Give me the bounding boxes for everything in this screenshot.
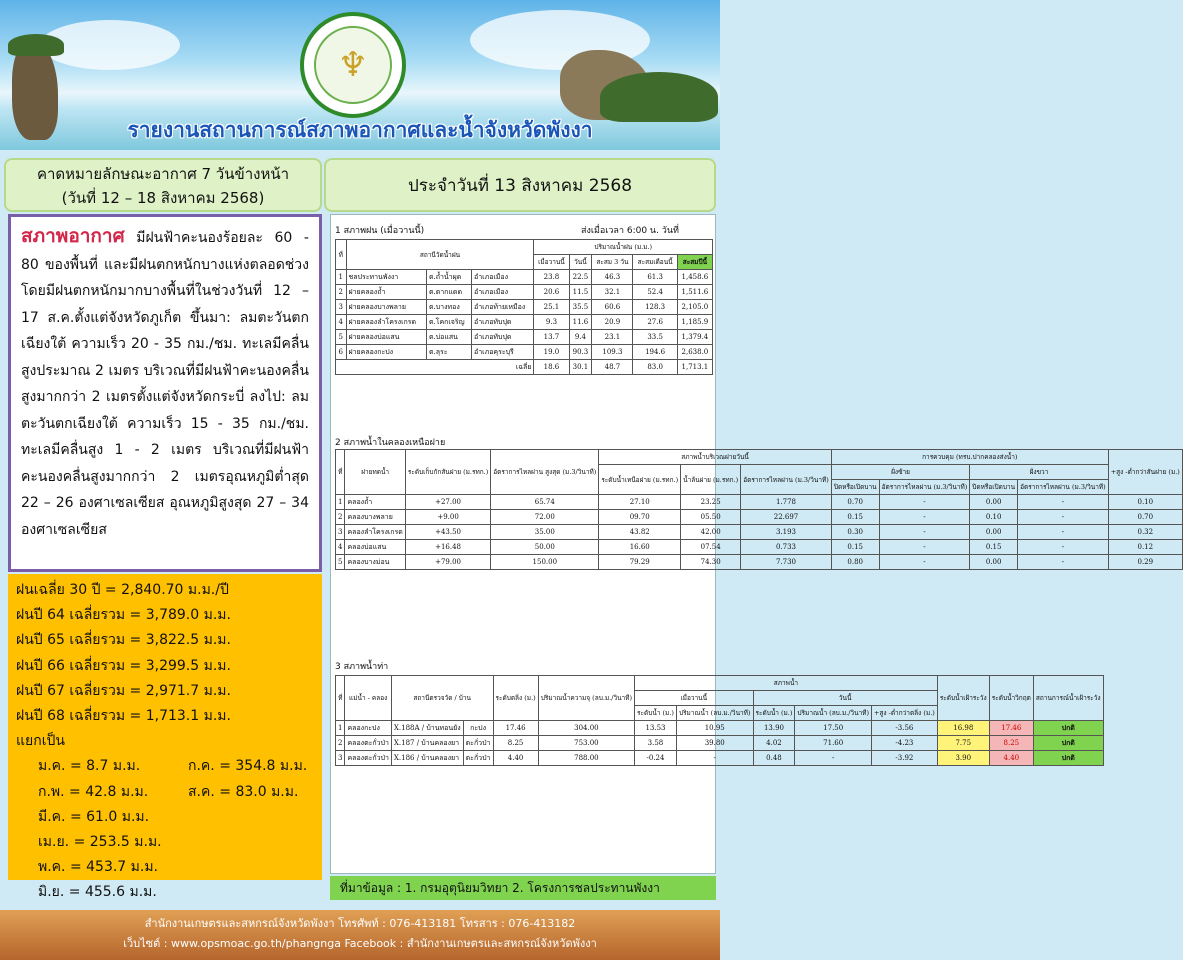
- table-cell: ปกติ: [1033, 736, 1103, 751]
- table-cell: 20.9: [592, 315, 633, 330]
- ministry-logo: [300, 12, 406, 118]
- rain-line: แยกเป็น: [16, 733, 65, 750]
- table-cell: 1: [336, 270, 347, 285]
- table-cell: 50.00: [491, 540, 599, 555]
- col-header: ที่: [336, 240, 347, 270]
- month-rain: ก.พ. = 42.8 ม.ม.: [38, 783, 149, 800]
- col-header: +สูง -ต่ำกว่าสันฝาย (ม.): [1108, 450, 1182, 495]
- canal-section-title: 3 สภาพน้ำท่า: [335, 662, 389, 672]
- table-cell: ต.ตากแดด: [426, 285, 471, 300]
- weir-section-title: 2 สภาพน้ำในคลองเหนือฝาย: [335, 438, 446, 448]
- forecast-box: [4, 158, 322, 212]
- table-cell: -: [879, 510, 970, 525]
- table-row: [336, 285, 713, 300]
- canal-table: [335, 675, 1104, 766]
- table-cell: +79.00: [405, 555, 490, 570]
- table-cell: ปกติ: [1033, 751, 1103, 766]
- table-cell: อำเภอท้ายเหมือง: [472, 300, 534, 315]
- table-row: [336, 540, 1183, 555]
- col-header: แม่น้ำ - คลอง: [345, 676, 391, 721]
- table-cell: 4.40: [493, 751, 538, 766]
- table-cell: -3.92: [871, 751, 937, 766]
- table-cell: 33.5: [633, 330, 677, 345]
- col-header: สถานการณ์น้ำเฝ้าระวัง: [1033, 676, 1103, 721]
- report-time: ส่งเมื่อเวลา 6:00 น. วันที่: [581, 226, 679, 236]
- table-cell: 3.90: [937, 751, 989, 766]
- col-header: อัตราการไหลผ่าน (ม.3/วินาที): [1018, 480, 1109, 495]
- table-cell: 2,638.0: [677, 345, 712, 360]
- table-cell: 11.6: [569, 315, 592, 330]
- rain-line: ฝนปี 66 เฉลี่ยรวม = 3,299.5 ม.ม.: [16, 657, 231, 674]
- table-cell: 13.90: [753, 721, 795, 736]
- col-header: ปริมาณน้ำฝน (ม.ม.): [534, 240, 713, 255]
- table-cell: -: [879, 525, 970, 540]
- table-cell: 23.25: [681, 495, 741, 510]
- month-rain: มี.ค. = 61.0 ม.ม.: [38, 808, 150, 825]
- table-cell: 0.15: [831, 510, 879, 525]
- month-row: [16, 855, 314, 880]
- table-cell: 09.70: [599, 510, 681, 525]
- data-source: ที่มาข้อมูล : 1. กรมอุตุนิยมวิทยา 2. โครงการชลประทานพังงา: [330, 876, 716, 900]
- table-cell: 1: [336, 495, 345, 510]
- table-cell: 3: [336, 751, 345, 766]
- table-cell: 4.02: [753, 736, 795, 751]
- table-cell: -: [879, 540, 970, 555]
- col-header: ปิดหรือเปิดบาน: [970, 480, 1018, 495]
- forecast-period: (วันที่ 12 – 18 สิงหาคม 2568): [61, 189, 265, 207]
- table-cell: 5: [336, 555, 345, 570]
- col-header: สะสมเดือนนี้: [633, 255, 677, 270]
- month-row: [16, 805, 314, 830]
- col-header: ปริมาณน้ำ (ลบ.ม./วินาที): [795, 706, 872, 721]
- table-cell: ต.บ่อแสน: [426, 330, 471, 345]
- table-cell: 6: [336, 345, 347, 360]
- table-cell: 0.48: [753, 751, 795, 766]
- table-cell: 22.697: [741, 510, 832, 525]
- month-rain: มิ.ย. = 455.6 ม.ม.: [38, 884, 157, 901]
- col-header: อัตราการไหลผ่าน (ม.3/วินาที): [741, 465, 832, 495]
- header-banner: [0, 0, 720, 150]
- avg-label: เฉลี่ย: [336, 360, 534, 375]
- col-header: ระดับน้ำวิกฤต: [989, 676, 1033, 721]
- table-cell: 42.00: [681, 525, 741, 540]
- table-cell: อำเภอเมือง: [472, 270, 534, 285]
- table-cell: 194.6: [633, 345, 677, 360]
- table-cell: 20.6: [534, 285, 569, 300]
- table-cell: 109.3: [592, 345, 633, 360]
- col-header: ฝั่งซ้าย: [831, 465, 969, 480]
- table-cell: X.188A / บ้านทอนยัง: [391, 721, 463, 736]
- table-cell: 27.6: [633, 315, 677, 330]
- table-row: [336, 751, 1104, 766]
- table-row: [336, 510, 1183, 525]
- rain-summary: [8, 574, 322, 901]
- table-cell: ฝายคลองถ้ำ: [346, 285, 426, 300]
- table-cell: 10.95: [676, 721, 753, 736]
- table-cell: 1,185.9: [677, 315, 712, 330]
- table-cell: -0.24: [635, 751, 677, 766]
- table-cell: 16.98: [937, 721, 989, 736]
- col-header: สถานีวัดน้ำฝน: [346, 240, 534, 270]
- table-cell: 304.00: [538, 721, 634, 736]
- table-cell: 2: [336, 285, 347, 300]
- avg-cell: 30.1: [569, 360, 592, 375]
- table-cell: +16.48: [405, 540, 490, 555]
- table-cell: กะปง: [463, 721, 493, 736]
- month-row: [16, 754, 314, 779]
- col-header: ระดับน้ำ (ม.): [635, 706, 677, 721]
- weather-lead: สภาพอากาศ: [21, 225, 125, 247]
- table-cell: 23.1: [592, 330, 633, 345]
- table-cell: 7.75: [937, 736, 989, 751]
- col-header: เมื่อวานนี้: [635, 691, 753, 706]
- table-cell: 0.80: [831, 555, 879, 570]
- col-header: +สูง -ต่ำกว่าตลิ่ง (ม.): [871, 706, 937, 721]
- table-cell: 1.778: [741, 495, 832, 510]
- table-cell: 27.10: [599, 495, 681, 510]
- table-cell: 4: [336, 315, 347, 330]
- table-cell: -: [1018, 555, 1109, 570]
- table-cell: 46.3: [592, 270, 633, 285]
- col-header: อัตราการไหลผ่าน (ม.3/วินาที): [879, 480, 970, 495]
- table-cell: คลองบางม่อน: [345, 555, 405, 570]
- col-header: สภาพน้ำบริเวณฝายวันนี้: [599, 450, 832, 465]
- table-row: [336, 315, 713, 330]
- table-cell: 0.70: [831, 495, 879, 510]
- weather-text: มีฝนฟ้าคะนองร้อยละ 60 - 80 ของพื้นที่ และมีฝนตกหนักบางแห่งตลอดช่วงโดยมีฝนตกหนักมากบางพื้นที่ในช่วงวันที่ 12 – 17 ส.ค.ตั้งแต่จังหวัดภูเก็ต ขึ้นมา: ลมตะวันตกเฉียงใต้ ความเร็ว 20 - 35 กม./ชม. ทะเลมีคลื่นสูงประมาณ 2 เมตร บริเวณที่มีฝนฟ้าคะนองคลื่นสูงมากกว่า 2 เมตรตั้งแต่จังหวัดกระบี่ ลงไป: ลมตะวันตกเฉียงใต้ ความเร็ว 15 - 35 กม./ชม. ทะเลมีคลื่นสูง 1 - 2 เมตร บริเวณที่มีฝนฟ้าคะนองคลื่นสูงมากกว่า 2 เมตรอุณหภูมิต่ำสุด 22 – 26 องศาเซลเซียส อุณหภูมิสูงสุด 27 – 34 องศาเซลเซียส: [21, 230, 309, 538]
- table-cell: อำเภอเมือง: [472, 285, 534, 300]
- col-header: อัตราการไหลผ่าน สูงสุด (ม.3/วินาที): [491, 450, 599, 495]
- footer-contact: สำนักงานเกษตรและสหกรณ์จังหวัดพังงา โทรศัพท์ : 076-413181 โทรสาร : 076-413182: [144, 917, 576, 930]
- table-cell: -3.56: [871, 721, 937, 736]
- table-cell: 61.3: [633, 270, 677, 285]
- table-row: [336, 495, 1183, 510]
- table-cell: 0.70: [1108, 510, 1182, 525]
- table-cell: ชลประทานพังงา: [346, 270, 426, 285]
- table-cell: -: [879, 495, 970, 510]
- table-cell: ตะกั่วป่า: [463, 751, 493, 766]
- table-cell: 90.3: [569, 345, 592, 360]
- table-cell: 72.00: [491, 510, 599, 525]
- table-cell: 3: [336, 300, 347, 315]
- col-header: วันนี้: [569, 255, 592, 270]
- table-cell: ฝายคลองลำโครงเกรด: [346, 315, 426, 330]
- data-tables-panel: [330, 214, 1180, 874]
- avg-cell: 18.6: [534, 360, 569, 375]
- table-cell: อำเภอคุระบุรี: [472, 345, 534, 360]
- table-cell: 2,105.0: [677, 300, 712, 315]
- col-header: ปริมาณน้ำ (ลบ.ม./วินาที): [676, 706, 753, 721]
- table-cell: 788.00: [538, 751, 634, 766]
- table-cell: 16.60: [599, 540, 681, 555]
- table-cell: 0.10: [1108, 495, 1182, 510]
- table-cell: +27.00: [405, 495, 490, 510]
- table-cell: -4.23: [871, 736, 937, 751]
- table-cell: X.186 / บ้านคลองยา: [391, 751, 463, 766]
- table-cell: 3.58: [635, 736, 677, 751]
- footer-website: เว็บไซต์ : www.opsmoac.go.th/phangnga Facebook : สำนักงานเกษตรและสหกรณ์จังหวัดพังงา: [123, 937, 597, 950]
- table-cell: ต.บางทอง: [426, 300, 471, 315]
- table-cell: คลองกะปง: [345, 721, 391, 736]
- table-cell: 13.7: [534, 330, 569, 345]
- table-cell: 4: [336, 540, 345, 555]
- table-cell: คลองลำโครงเกรด: [345, 525, 405, 540]
- avg-cell: 48.7: [592, 360, 633, 375]
- table-cell: 25.1: [534, 300, 569, 315]
- table-cell: 150.00: [491, 555, 599, 570]
- table-cell: 0.29: [1108, 555, 1182, 570]
- table-cell: 0.10: [970, 510, 1018, 525]
- rain-line: ฝนปี 64 เฉลี่ยรวม = 3,789.0 ม.ม.: [16, 607, 231, 624]
- rain-line: ฝนปี 65 เฉลี่ยรวม = 3,822.5 ม.ม.: [16, 632, 231, 649]
- col-header: ระดับเก็บกักสันฝาย (ม.รทก.): [405, 450, 490, 495]
- col-header: สภาพน้ำ: [635, 676, 938, 691]
- table-cell: 23.8: [534, 270, 569, 285]
- rain-line: ฝนปี 68 เฉลี่ยรวม = 1,713.1 ม.ม.: [16, 707, 231, 724]
- col-header: ระดับน้ำเหนือฝาย (ม.รทก.): [599, 465, 681, 495]
- table-cell: -: [795, 751, 872, 766]
- col-header: ที่: [336, 676, 345, 721]
- table-cell: ต.โคกเจริญ: [426, 315, 471, 330]
- table-cell: 7.730: [741, 555, 832, 570]
- table-cell: 11.5: [569, 285, 592, 300]
- table-cell: 0.00: [970, 555, 1018, 570]
- col-header: ที่: [336, 450, 345, 495]
- avg-cell: 83.0: [633, 360, 677, 375]
- island-tree-image: [8, 34, 64, 56]
- col-header: สะสมปีนี้: [677, 255, 712, 270]
- table-cell: 0.32: [1108, 525, 1182, 540]
- table-cell: 74.30: [681, 555, 741, 570]
- table-cell: คลองตะกั่วป่า: [345, 736, 391, 751]
- col-header: ฝายทดน้ำ: [345, 450, 405, 495]
- table-cell: ฝายคลองกะปง: [346, 345, 426, 360]
- table-cell: -: [1018, 540, 1109, 555]
- col-header: สะสม 3 วัน: [592, 255, 633, 270]
- logo-emblem-icon: ♆: [314, 26, 392, 104]
- table-cell: 79.29: [599, 555, 681, 570]
- table-cell: 05.50: [681, 510, 741, 525]
- table-cell: 5: [336, 330, 347, 345]
- table-cell: 39.80: [676, 736, 753, 751]
- page-title: รายงานสถานการณ์สภาพอากาศและน้ำจังหวัดพังงา: [127, 117, 593, 142]
- month-rain: ม.ค. = 8.7 ม.ม.: [38, 758, 141, 775]
- table-row: [336, 270, 713, 285]
- table-cell: 753.00: [538, 736, 634, 751]
- table-cell: คลองตะกั่วป่า: [345, 751, 391, 766]
- table-cell: +43.50: [405, 525, 490, 540]
- table-cell: อำเภอทับปุด: [472, 330, 534, 345]
- table-cell: ฝายคลองบางพลาย: [346, 300, 426, 315]
- col-header: วันนี้: [753, 691, 937, 706]
- table-cell: 0.15: [970, 540, 1018, 555]
- table-cell: 1,511.6: [677, 285, 712, 300]
- month-rain: ก.ค. = 354.8 ม.ม.: [188, 758, 308, 775]
- rain-line: ฝนเฉลี่ย 30 ปี = 2,840.70 ม.ม./ปี: [16, 582, 229, 598]
- table-cell: 65.74: [491, 495, 599, 510]
- table-cell: คลองถ้ำ: [345, 495, 405, 510]
- col-header: ปริมาณน้ำความจุ (ลบ.ม./วินาที): [538, 676, 634, 721]
- table-cell: ตะกั่วป่า: [463, 736, 493, 751]
- table-cell: 43.82: [599, 525, 681, 540]
- table-cell: +9.00: [405, 510, 490, 525]
- table-cell: ต.ถ้ำน้ำผุด: [426, 270, 471, 285]
- footer: [0, 910, 720, 960]
- table-cell: 0.733: [741, 540, 832, 555]
- table-row: [336, 555, 1183, 570]
- report-date: ประจำวันที่ 13 สิงหาคม 2568: [324, 158, 716, 212]
- rain-line: ฝนปี 67 เฉลี่ยรวม = 2,971.7 ม.ม.: [16, 682, 231, 699]
- table-cell: 2: [336, 510, 345, 525]
- table-row: [336, 525, 1183, 540]
- rain-section-title: 1 สภาพฝน (เมื่อวานนี้): [335, 226, 425, 236]
- table-row: [336, 300, 713, 315]
- table-cell: -: [1018, 525, 1109, 540]
- table-cell: คลองบางพลาย: [345, 510, 405, 525]
- table-cell: 35.00: [491, 525, 599, 540]
- rain-table: [335, 239, 713, 375]
- table-cell: ฝายคลองบ่อแสน: [346, 330, 426, 345]
- table-row: [336, 330, 713, 345]
- table-cell: -: [879, 555, 970, 570]
- col-header: ปิดหรือเปิดบาน: [831, 480, 879, 495]
- table-cell: X.187 / บ้านคลองยา: [391, 736, 463, 751]
- col-header: ฝั่งขวา: [970, 465, 1108, 480]
- month-rain: เม.ย. = 253.5 ม.ม.: [38, 833, 162, 850]
- weir-table: [335, 449, 1183, 570]
- table-cell: 17.46: [989, 721, 1033, 736]
- table-cell: 4.40: [989, 751, 1033, 766]
- table-cell: 0.00: [970, 525, 1018, 540]
- table-cell: 9.4: [569, 330, 592, 345]
- table-cell: 52.4: [633, 285, 677, 300]
- col-header: สถานีตรวจวัด / บ้าน: [391, 676, 493, 721]
- table-cell: 13.53: [635, 721, 677, 736]
- table-cell: อำเภอทับปุด: [472, 315, 534, 330]
- table-cell: 1,458.6: [677, 270, 712, 285]
- table-cell: 9.3: [534, 315, 569, 330]
- table-cell: 3: [336, 525, 345, 540]
- table-cell: 17.50: [795, 721, 872, 736]
- table-cell: 32.1: [592, 285, 633, 300]
- table-cell: 0.15: [831, 540, 879, 555]
- table-cell: 07.54: [681, 540, 741, 555]
- table-row: [336, 721, 1104, 736]
- table-cell: 8.25: [493, 736, 538, 751]
- col-header: ระดับน้ำ (ม.): [753, 706, 795, 721]
- table-cell: 17.46: [493, 721, 538, 736]
- table-cell: 8.25: [989, 736, 1033, 751]
- weather-description: [8, 214, 322, 572]
- table-cell: 128.3: [633, 300, 677, 315]
- table-cell: 60.6: [592, 300, 633, 315]
- table-row: [336, 345, 713, 360]
- table-cell: 0.12: [1108, 540, 1182, 555]
- table-cell: 1,379.4: [677, 330, 712, 345]
- col-header: เมื่อวานนี้: [534, 255, 569, 270]
- table-cell: -: [1018, 495, 1109, 510]
- month-row: [16, 830, 314, 855]
- table-cell: ปกติ: [1033, 721, 1103, 736]
- col-header: ระดับน้ำเฝ้าระวัง: [937, 676, 989, 721]
- month-rain: ส.ค. = 83.0 ม.ม.: [188, 783, 299, 800]
- col-header: น้ำล้นฝาย (ม.รทก.): [681, 465, 741, 495]
- table-cell: 19.0: [534, 345, 569, 360]
- month-row: [16, 880, 314, 905]
- table-cell: 22.5: [569, 270, 592, 285]
- table-cell: 0.00: [970, 495, 1018, 510]
- avg-cell: 1,713.1: [677, 360, 712, 375]
- table-cell: -: [676, 751, 753, 766]
- table-cell: 3.193: [741, 525, 832, 540]
- col-header: การควบคุม (ทรบ.ปากคลองส่งน้ำ): [831, 450, 1108, 465]
- table-cell: 1: [336, 721, 345, 736]
- table-cell: 71.60: [795, 736, 872, 751]
- table-cell: ต.ลุระ: [426, 345, 471, 360]
- table-cell: คลองบ่อแสน: [345, 540, 405, 555]
- forecast-title: คาดหมายลักษณะอากาศ 7 วันข้างหน้า: [36, 165, 290, 183]
- month-row: [16, 780, 314, 805]
- table-cell: 0.30: [831, 525, 879, 540]
- table-cell: 2: [336, 736, 345, 751]
- table-cell: -: [1018, 510, 1109, 525]
- col-header: ระดับตลิ่ง (ม.): [493, 676, 538, 721]
- table-row: [336, 736, 1104, 751]
- table-cell: 35.5: [569, 300, 592, 315]
- month-rain: พ.ค. = 453.7 ม.ม.: [38, 859, 159, 876]
